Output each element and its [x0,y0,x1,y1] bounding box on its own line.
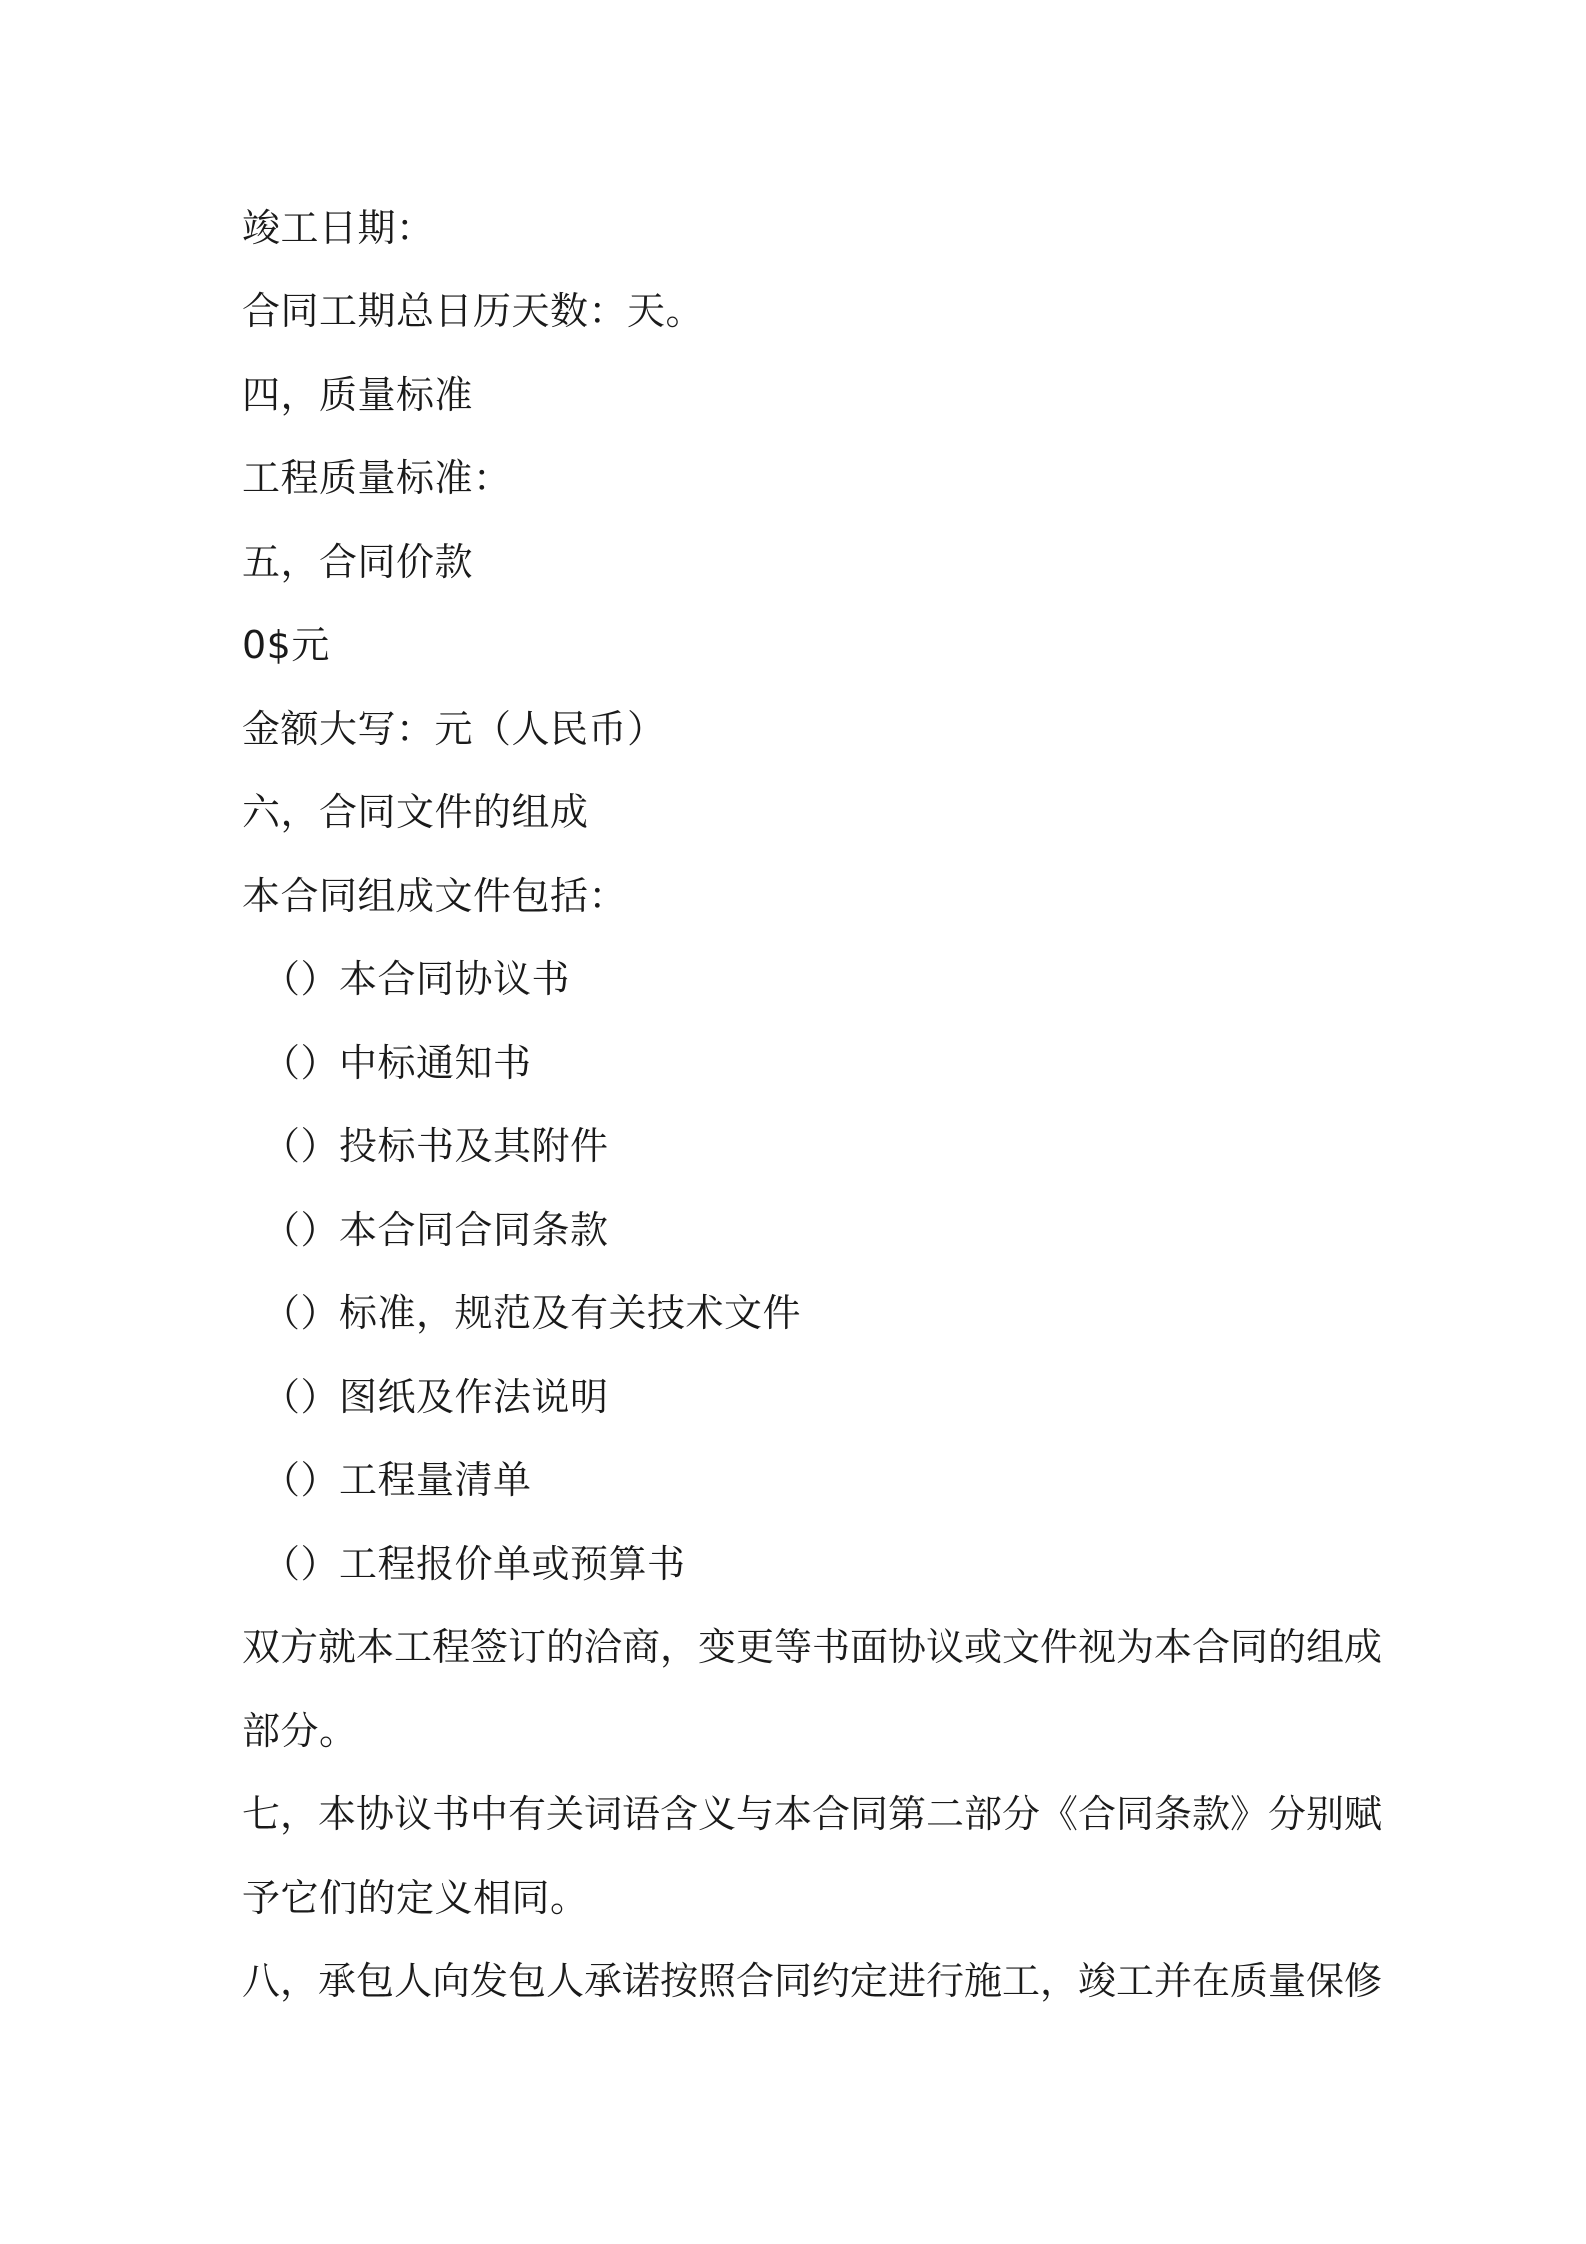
list-item: （）本合同合同条款 [262,1208,609,1252]
amount-in-words-line: 金额大写：元（人民币） [242,707,666,751]
paragraph-amendments-line2: 部分。 [242,1709,358,1753]
section-heading-quality: 四，质量标准 [242,373,474,417]
list-item: （）标准，规范及有关技术文件 [262,1291,802,1335]
completion-date-line: 竣工日期： [242,206,435,250]
paragraph-contractor-promise-line1: 八，承包人向发包人承诺按照合同约定进行施工，竣工并在质量保修 [242,1959,1383,2003]
list-item: （）投标书及其附件 [262,1124,609,1168]
list-item: （）本合同协议书 [262,957,571,1001]
quality-standard-line: 工程质量标准： [242,456,512,500]
contract-duration-line: 合同工期总日历天数：天。 [242,289,705,333]
paragraph-amendments-line1: 双方就本工程签订的洽商，变更等书面协议或文件视为本合同的组成 [242,1625,1383,1669]
paragraph-definitions-line2: 予它们的定义相同。 [242,1876,589,1920]
section-heading-price: 五，合同价款 [242,540,474,584]
documents-intro-line: 本合同组成文件包括： [242,874,628,918]
list-item: （）图纸及作法说明 [262,1375,609,1419]
list-item: （）工程报价单或预算书 [262,1542,686,1586]
section-heading-documents: 六，合同文件的组成 [242,790,589,834]
list-item: （）工程量清单 [262,1458,532,1502]
list-item: （）中标通知书 [262,1041,532,1085]
price-amount-line: 0$元 [242,623,330,667]
paragraph-definitions-line1: 七，本协议书中有关词语含义与本合同第二部分《合同条款》分别赋 [242,1792,1383,1836]
